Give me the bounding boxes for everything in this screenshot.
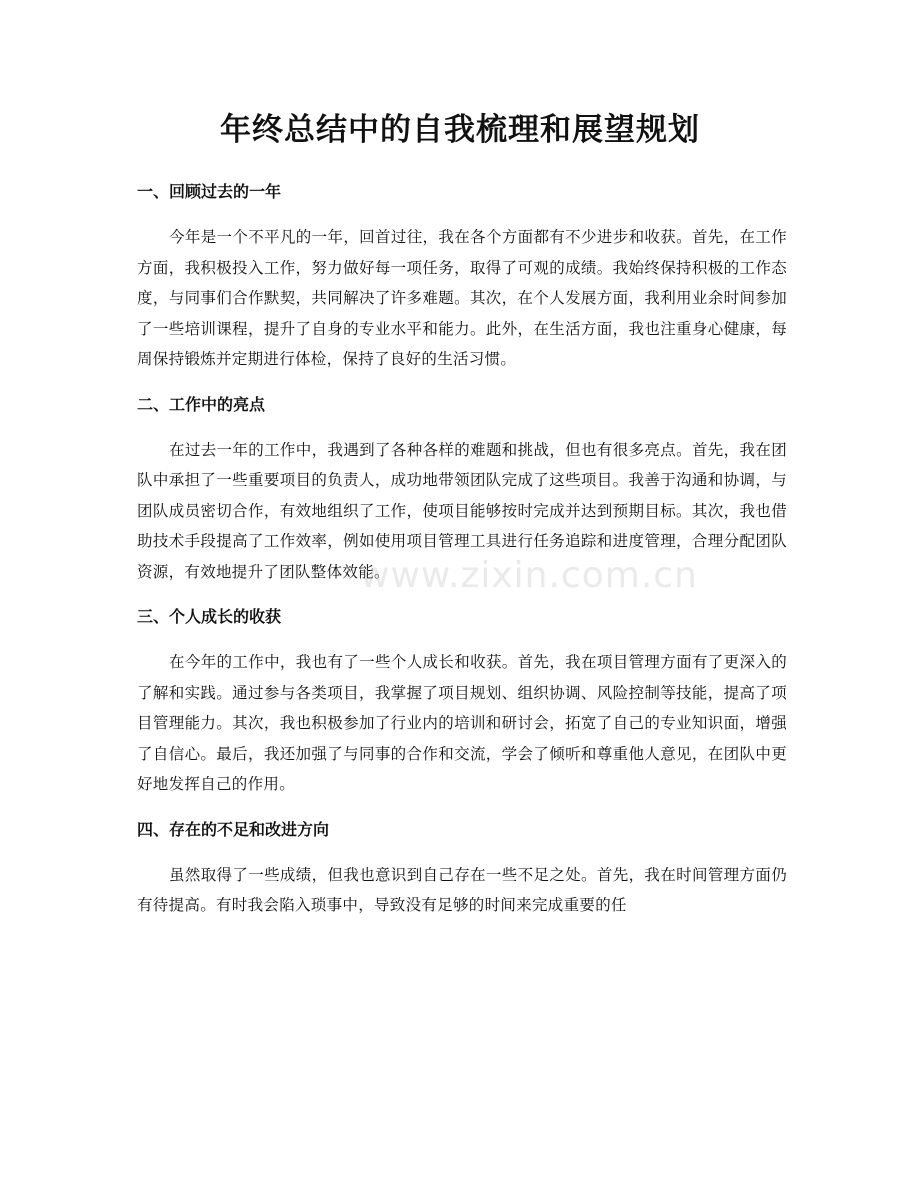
section-paragraph: 今年是一个不平凡的一年，回首过往，我在各个方面都有不少进步和收获。首先，在工作方面，我积极投入工作，努力做好每一项任务，取得了可观的成绩。我始终保持积极的工作态度，与同事们合作默契，共同解决了许多难题。其次，在个人发展方面，我利用业余时间参加了一些培训课程，提升了自身的专业水平和能力。此外，在生活方面，我也注重身心健康，每周保持锻炼并定期进行体检，保持了良好的生活习惯。 (137, 228, 787, 368)
section-heading: 三、个人成长的收获 (137, 607, 282, 626)
document-body (137, 180, 787, 921)
section-1 (137, 180, 787, 393)
section-2 (137, 393, 787, 606)
document-title: 年终总结中的自我梳理和展望规划 (220, 112, 700, 148)
watermark: www.zixin.com.cn (360, 555, 698, 596)
section-paragraph: 在今年的工作中，我也有了一些个人成长和收获。首先，我在项目管理方面有了更深入的了解和实践。通过参与各类项目，我掌握了项目规划、组织协调、风险控制等技能，提高了项目管理能力。其次，我也积极参加了行业内的培训和研讨会，拓宽了自己的专业知识面，增强了自信心。最后，我还加强了与同事的合作和交流，学会了倾听和尊重他人意见，在团队中更好地发挥自己的作用。 (137, 653, 787, 793)
section-paragraph: 虽然取得了一些成绩，但我也意识到自己存在一些不足之处。首先，我在时间管理方面仍有待提高。有时我会陷入琐事中，导致没有足够的时间来完成重要的任 (137, 865, 787, 914)
section-heading: 二、工作中的亮点 (137, 394, 266, 414)
section-heading: 一、回顾过去的一年 (137, 182, 282, 201)
section-4 (137, 818, 787, 921)
section-paragraph: 在过去一年的工作中，我遇到了各种各样的难题和挑战，但也有很多亮点。首先，我在团队中承担了一些重要项目的负责人，成功地带领团队完成了这些项目。我善于沟通和协调，与团队成员密切合作，有效地组织了工作，使项目能够按时完成并达到预期目标。其次，我也借助技术手段提高了工作效率，例如使用项目管理工具进行任务追踪和进度管理，合理分配团队资源，有效地提升了团队整体效能。 (137, 440, 787, 581)
section-heading: 四、存在的不足和改进方向 (137, 819, 330, 839)
section-3 (137, 605, 787, 818)
